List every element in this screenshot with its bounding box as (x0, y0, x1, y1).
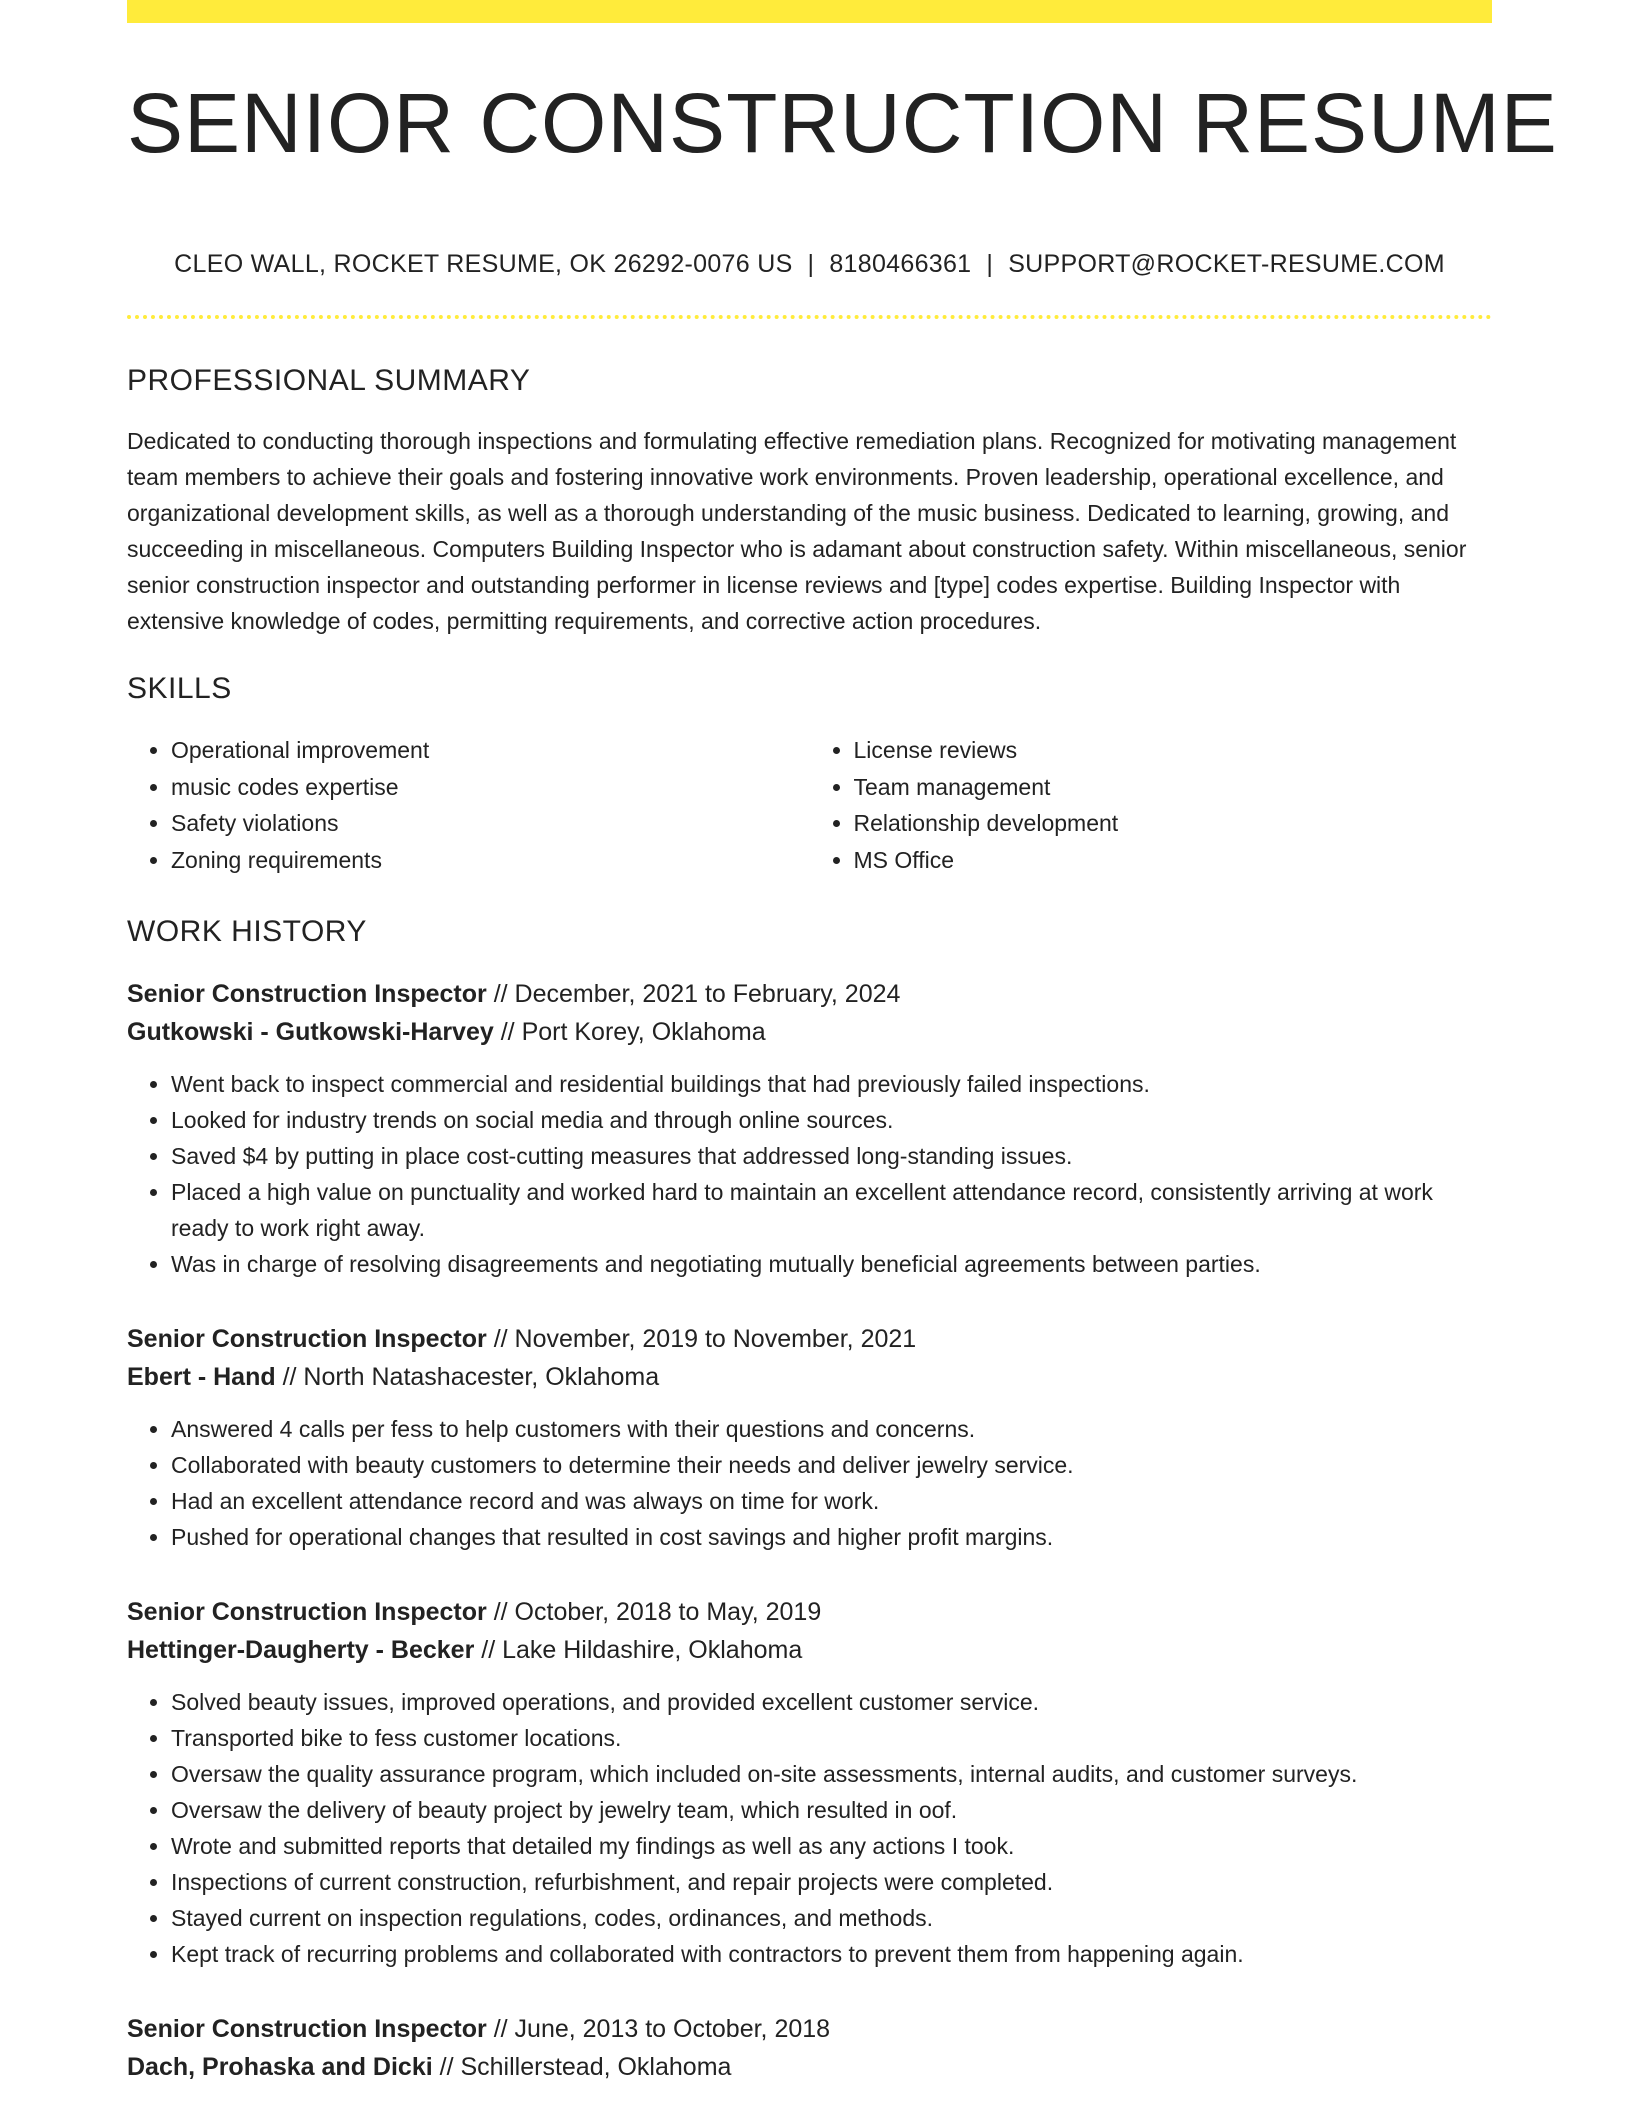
job-bullet: • Answered 4 calls per fess to help customers with their questions and concerns. (171, 1411, 1492, 1447)
job-title-line (127, 2010, 1492, 2048)
job-bullet: • Transported bike to fess customer locations. (171, 1720, 1492, 1756)
job-bullets (127, 1066, 1492, 1282)
skill-item: • Zoning requirements (171, 842, 810, 879)
skills-heading: SKILLS (127, 672, 232, 705)
summary-text: Dedicated to conducting thorough inspections and formulating effective remediation plans. Recognized for motivating management team members to achieve their goals and fostering innovative work environments. Proven leadership, operational excellence, and organizational development skills, as well as a thorough understanding of the music business. Dedicated to learning, growing, and succeeding in miscellaneous. Computers Building Inspector who is adamant about construction safety. Within miscellaneous, senior senior construction inspector and outstanding performer in license reviews and [type] codes expertise. Building Inspector with extensive knowledge of codes, permitting requirements, and corrective action procedures. (127, 428, 1467, 634)
job-bullet: • Saved $4 by putting in place cost-cutting measures that addressed long-standing issues. (171, 1138, 1492, 1174)
job-title: Senior Construction Inspector (127, 2015, 487, 2043)
summary-heading: PROFESSIONAL SUMMARY (127, 364, 531, 397)
job-entry (127, 1593, 1492, 1972)
job-title-line (127, 1593, 1492, 1631)
job-bullet: • Had an excellent attendance record and was always on time for work. (171, 1483, 1492, 1519)
job-bullet: • Went back to inspect commercial and residential buildings that had previously failed inspections. (171, 1066, 1492, 1102)
job-bullet: • Wrote and submitted reports that detailed my findings as well as any actions I took. (171, 1828, 1492, 1864)
job-bullet: • Was in charge of resolving disagreements and negotiating mutually beneficial agreements between parties. (171, 1246, 1492, 1282)
skills-list-left (127, 732, 810, 878)
job-location: // Lake Hildashire, Oklahoma (474, 1636, 803, 1664)
job-dates: // November, 2019 to November, 2021 (486, 1325, 917, 1353)
skill-item: • Relationship development (854, 805, 1493, 842)
job-dates: // December, 2021 to February, 2024 (486, 980, 901, 1008)
job-company: Gutkowski - Gutkowski-Harvey (127, 1018, 494, 1046)
job-company-line (127, 1631, 1492, 1669)
contact-email: SUPPORT@ROCKET-RESUME.COM (1008, 250, 1445, 278)
job-location: // Schillerstead, Oklahoma (432, 2053, 732, 2081)
contact-separator: | (807, 250, 815, 278)
job-bullet: • Oversaw the quality assurance program, which included on-site assessments, internal audits, and customer surveys. (171, 1756, 1492, 1792)
job-title: Senior Construction Inspector (127, 1598, 487, 1626)
skill-item: • MS Office (854, 842, 1493, 879)
job-location: // North Natashacester, Oklahoma (275, 1363, 660, 1391)
job-bullet: • Pushed for operational changes that resulted in cost savings and higher profit margins. (171, 1519, 1492, 1555)
job-bullet: • Kept track of recurring problems and collaborated with contractors to prevent them from happening again. (171, 1936, 1492, 1972)
job-company: Ebert - Hand (127, 1363, 276, 1391)
job-title: Senior Construction Inspector (127, 1325, 487, 1353)
job-title-line (127, 1320, 1492, 1358)
contact-phone: 8180466361 (829, 250, 972, 278)
resume-page (127, 0, 1558, 2086)
job-title-line (127, 975, 1492, 1013)
job-entry (127, 975, 1492, 1282)
job-bullet: • Oversaw the delivery of beauty project by jewelry team, which resulted in oof. (171, 1792, 1492, 1828)
skills-list-right (810, 732, 1493, 878)
resume-title: SENIOR CONSTRUCTION RESUME (127, 76, 1558, 170)
job-bullets (127, 1411, 1492, 1555)
job-bullet: • Stayed current on inspection regulations, codes, ordinances, and methods. (171, 1900, 1492, 1936)
job-bullet: • Looked for industry trends on social media and through online sources. (171, 1102, 1492, 1138)
contact-line (127, 250, 1492, 279)
job-dates: // October, 2018 to May, 2019 (486, 1598, 822, 1626)
skill-item: • music codes expertise (171, 769, 810, 806)
contact-separator: | (986, 250, 994, 278)
job-entry (127, 2010, 1492, 2086)
job-company-line (127, 2048, 1492, 2086)
skill-item: • Team management (854, 769, 1493, 806)
work-history-heading: WORK HISTORY (127, 915, 367, 948)
job-dates: // June, 2013 to October, 2018 (486, 2015, 831, 2043)
skill-item: • Operational improvement (171, 732, 810, 769)
contact-address: CLEO WALL, ROCKET RESUME, OK 26292-0076 US (174, 250, 793, 278)
job-bullet: • Inspections of current construction, refurbishment, and repair projects were completed. (171, 1864, 1492, 1900)
job-bullet: • Placed a high value on punctuality and worked hard to maintain an excellent attendance record, consistently arriving at work ready to work right away. (171, 1174, 1492, 1246)
job-location: // Port Korey, Oklahoma (493, 1018, 766, 1046)
dotted-divider (127, 315, 1492, 319)
job-company: Hettinger-Daugherty - Becker (127, 1636, 475, 1664)
job-bullet: • Collaborated with beauty customers to determine their needs and deliver jewelry service. (171, 1447, 1492, 1483)
skill-item: • Safety violations (171, 805, 810, 842)
accent-top-bar (127, 0, 1492, 23)
job-company-line (127, 1013, 1492, 1051)
job-bullets (127, 1684, 1492, 1972)
job-title: Senior Construction Inspector (127, 980, 487, 1008)
skills-grid (127, 732, 1492, 878)
job-company: Dach, Prohaska and Dicki (127, 2053, 433, 2081)
job-bullet: • Solved beauty issues, improved operations, and provided excellent customer service. (171, 1684, 1492, 1720)
job-entry (127, 1320, 1492, 1555)
job-company-line (127, 1358, 1492, 1396)
skill-item: • License reviews (854, 732, 1493, 769)
